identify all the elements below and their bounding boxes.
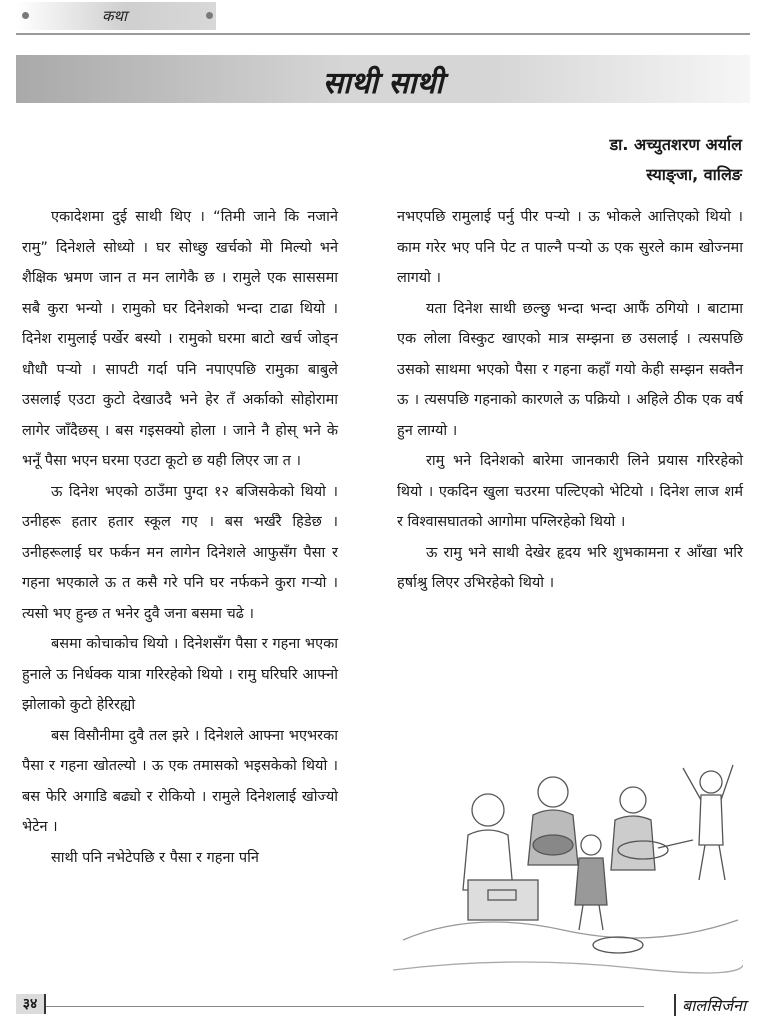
author-block <box>610 130 742 190</box>
paragraph: यता दिनेश साथी छल्छु भन्दा भन्दा आफैं ठगियो । बाटामा एक लोला विस्कुट खाएको मात्र सम्झना छ उसलाई । त्यसपछि उसको साथमा भएको पैसा र गहना कहाँ गयो केही सम्झन सक्तैन ऊ । त्यसपछि गहनाको कारणले ऊ पक्रियो । अहिले ठीक एक वर्ष हुन लाग्यो । <box>397 300 743 439</box>
paragraph: नभएपछि रामुलाई पर्नु पीर पऱ्यो । ऊ भोकले आत्तिएको थियो । काम गरेर भए पनि पेट त पाल्नै पऱ्यो ऊ एक सुरले काम खोज्नमा लागयो । <box>397 209 743 286</box>
pencil-sketch-illustration <box>393 740 743 980</box>
section-header-bar <box>16 2 216 30</box>
paragraph: बसमा कोचाकोच थियो । दिनेशसँग पैसा र गहना भएका हुनाले ऊ निर्धक्क यात्रा गरिरहेको थियो । रामु घरिघरि आफ्नो झोलाको कुटो हेरिरह्यो <box>22 636 338 713</box>
paragraph: साथी पनि नभेटेपछि र पैसा र गहना पनि <box>51 849 259 866</box>
paragraph: रामु भने दिनेशको बारेमा जानकारी लिने प्रयास गरिरहेको थियो । एकदिन खुला चउरमा पल्टिएको भेटियो । दिनेश लाज शर्म र विश्वासघातको आगोमा पग्लिरहेको थियो । <box>397 453 743 530</box>
paragraph: ऊ रामु भने साथी देखेर हृदय भरि शुभकामना र आँखा भरि हर्षाश्रु लिएर उभिरहेको थियो । <box>397 544 743 591</box>
bullet-dot-icon <box>22 12 29 19</box>
magazine-name: बालसिर्जना <box>674 994 746 1016</box>
author-name: डा. अच्युतशरण अर्याल <box>609 135 742 154</box>
author-location: स्याङ्जा, वालिङ <box>646 165 742 184</box>
top-divider <box>16 33 750 35</box>
paragraph: ऊ दिनेश भएको ठाउँमा पुग्दा १२ बजिसकेको थियो । उनीहरू हतार हतार स्कूल गए । बस भर्खरै हिडेछ । उनीहरूलाई घर फर्कन मन लागेन दिनेशले आफुसँग पैसा र गहना भएकाले ऊ त कसै गरे पनि घर नर्फकने कुरा गऱ्यो । त्यसो भए हुन्छ त भनेर दुवै जना बसमा चढे । <box>22 483 338 622</box>
section-label: कथा <box>102 7 127 25</box>
paragraph: एकादेशमा दुई साथी थिए । “तिमी जाने कि नजाने रामु” दिनेशले सोध्यो । घर सोध्छु खर्चको मेो मिल्यो भने शैक्षिक भ्रमण जान त मन लागेकै छ । रामुले एक साससमा सबै कुरा भन्यो । रामुको घर दिनेशको भन्दा टाढा थियो । दिनेश रामुलाई पर्खेर बस्यो । रामुको घरमा बाटो खर्च जोड्न धौधौ पऱ्यो । सापटी गर्दा पनि नपाएपछि रामुका बाबुले उसलाई एउटा कुटो देखाउदै भने हेर तँ अर्काको सोहोरामा लागेर जाँदैछस् । बस गइसक्यो होला । जाने नै होस् भने के भनूँ पैसा भएन घरमा एउटा कूटो छ यही लिएर जा त । <box>22 209 338 469</box>
right-column <box>397 202 743 599</box>
page-number: ३४ <box>16 994 46 1014</box>
title-band <box>16 55 750 103</box>
bullet-dot-icon <box>206 12 213 19</box>
left-column <box>22 202 338 873</box>
bottom-divider <box>44 1006 644 1007</box>
paragraph: बस विसौनीमा दुवै तल झरे । दिनेशले आफ्ना भएभरका पैसा र गहना खोतल्यो । ऊ एक तमासको भइसकेको थियो । बस फेरि अगाडि बढ्यो र रोकियो । रामुले दिनेशलाई खोज्यो भेटेन । <box>22 727 338 835</box>
story-title: साथी साथी <box>322 66 444 101</box>
